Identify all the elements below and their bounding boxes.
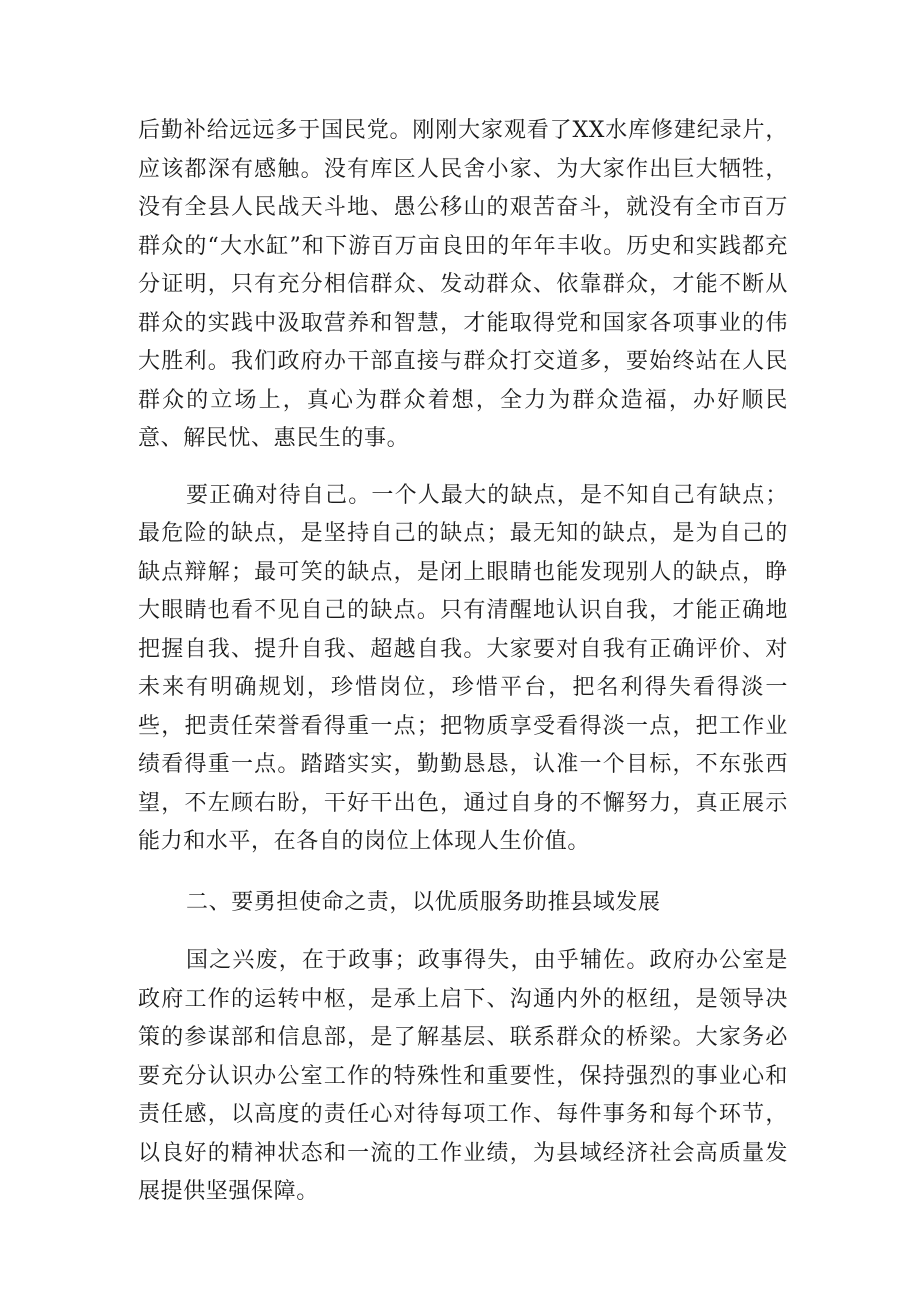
paragraph-self-assessment: 要正确对待自己。一个人最大的缺点，是不知自己有缺点；最危险的缺点，是坚持自己的缺点；最无知的缺点，是为自己的缺点辩解；最可笑的缺点，是闭上眼睛也能发现别人的缺点，睁大眼睛也看不见自己的缺点。只有清醒地认识自我，才能正确地把握自我、提升自我、超越自我。大家要对自我有正确评价、对未来有明确规划，珍惜岗位，珍惜平台，把名利得失看得淡一些，把责任荣誉看得重一点；把物质享受看得淡一点，把工作业绩看得重一点。踏踏实实，勤勤恳恳，认准一个目标，不东张西望，不左顾右盼，干好干出色，通过自身的不懈努力，真正展示能力和水平，在各自的岗位上体现人生价值。 bbox=[138, 482, 788, 854]
section-heading: 二、要勇担使命之责，以优质服务助推县域发展 bbox=[186, 889, 661, 915]
paragraph-office-role: 国之兴废，在于政事；政事得失，由乎辅佐。政府办公室是政府工作的运转中枢，是承上启下、沟通内外的枢纽，是领导决策的参谋部和信息部，是了解基层、联系群众的桥梁。大家务必要充分认识办公室工作的特殊性和重要性，保持强烈的事业心和责任感，以高度的责任心对待每项工作、每件事务和每个环节，以良好的精神状态和一流的工作业绩，为县域经济社会高质量发展提供坚强保障。 bbox=[138, 948, 788, 1204]
paragraph-continuation: 后勤补给远远多于国民党。刚刚大家观看了XX水库修建纪录片，应该都深有感触。没有库区人民舍小家、为大家作出巨大牺牲，没有全县人民战天斗地、愚公移山的艰苦奋斗，就没有全市百万群众的“大水缸”和下游百万亩良田的年年丰收。历史和实践都充分证明，只有充分相信群众、发动群众、依靠群众，才能不断从群众的实践中汲取营养和智慧，才能取得党和国家各项事业的伟大胜利。我们政府办干部直接与群众打交道多，要始终站在人民群众的立场上，真心为群众着想，全力为群众造福，办好顺民意、解民忧、惠民生的事。 bbox=[138, 118, 788, 451]
